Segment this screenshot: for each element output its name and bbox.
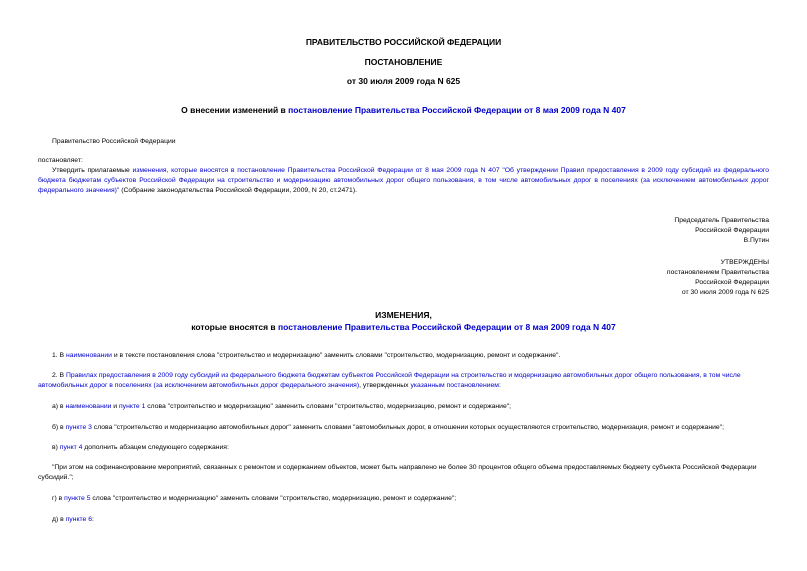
changes-sub-link[interactable]: постановление Правительства Российской Федерации от 8 мая 2009 года N 407: [277, 322, 616, 332]
doc-title: [0, 105, 807, 115]
p2-c: :: [498, 382, 501, 389]
pg-link[interactable]: пункте 5: [64, 495, 91, 502]
title-link[interactable]: постановление Правительства Российской Федерации от 8 мая 2009 года N 407: [288, 105, 626, 115]
pa-a: а) в: [52, 403, 66, 410]
doc-date: от 30 июля 2009 года N 625: [346, 76, 461, 86]
signature-line2: Российской Федерации: [695, 227, 769, 234]
approve-paragraph: [38, 166, 769, 196]
government-heading: ПРАВИТЕЛЬСТВО РОССИЙСКОЙ ФЕДЕРАЦИИ: [305, 37, 502, 47]
p2-link2[interactable]: указанным постановлением: [410, 382, 499, 389]
pa-b: и: [111, 403, 119, 410]
changes-sub-prefix: которые вносятся в: [191, 322, 278, 332]
approve-suffix: (Собрание законодательства Российской Федерации, 2009, N 20, ст.2471).: [119, 187, 357, 194]
approve-link[interactable]: изменения, которые вносятся в постановление Правительства Российской Федерации от 8 мая 2009 года N 407 "Об утверждении Правил предоставления в 2009 году субсидий из федерального бюджета бюджетам субъектов Российской Федерации на строительство и модернизацию автомобильных дорог общего пользования, в том числе автомобильных дорог в поселениях (за исключением автомобильных дорог федерального значения)": [38, 167, 769, 194]
p2-a: 2. В: [52, 372, 66, 379]
pv-link[interactable]: пункт 4: [59, 444, 83, 451]
change-item-2: [38, 371, 769, 391]
quote-paragraph: "При этом на софинансирование мероприятий, связанных с ремонтом и содержанием объектов, может быть направлено не более 30 процентов общего объема предоставляемых бюджету субъекта Российской Федерации субсидий.";: [38, 464, 757, 481]
pb-b: слова "строительство и модернизацию автомобильных дорог" заменить словами "автомобильных дорог, в отношении которых осуществляются строительство, модернизация, ремонт и содержание";: [91, 424, 724, 431]
approved-block: [667, 258, 769, 298]
issuer: Правительство Российской Федерации: [52, 138, 176, 145]
signature-block: [674, 216, 769, 246]
signature-line1: Председатель Правительства: [674, 217, 769, 224]
p2-b: , утвержденных: [359, 382, 411, 389]
p2-link1[interactable]: Правилах предоставления в 2009 году субсидий из федерального бюджета бюджетам субъектов Российской Федерации на строительство и модернизацию автомобильных дорог общего пользования, в том числе автомобильных дорог в поселениях (за исключением автомобильных дорог федерального значения): [38, 372, 741, 389]
approved-line4: от 30 июля 2009 года N 625: [681, 289, 769, 296]
approve-prefix: Утвердить прилагаемые: [52, 167, 133, 174]
pd-a: д) в: [52, 516, 66, 523]
p1-link[interactable]: наименовании: [65, 352, 112, 359]
change-item-v: [52, 443, 769, 453]
approved-line1: УТВЕРЖДЕНЫ: [720, 259, 769, 266]
pb-a: б) в: [52, 424, 66, 431]
p1-a: 1. В: [52, 352, 66, 359]
changes-subheading: [0, 322, 807, 332]
approved-line2: постановлением Правительства: [666, 269, 769, 276]
change-item-b: [52, 423, 769, 433]
pb-link[interactable]: пункте 3: [65, 424, 92, 431]
pa-link2[interactable]: пункте 1: [119, 403, 146, 410]
doc-type-heading: ПОСТАНОВЛЕНИЕ: [364, 57, 443, 67]
resolves: постановляет:: [38, 157, 83, 164]
changes-heading: ИЗМЕНЕНИЯ,: [375, 310, 432, 320]
signature-name: В.Путин: [743, 237, 769, 244]
pa-link1[interactable]: наименовании: [65, 403, 112, 410]
change-item-g: [52, 494, 769, 504]
approved-line3: Российской Федерации: [695, 279, 769, 286]
pa-c: слова "строительство и модернизацию" заменить словами "строительство, модернизацию, ремонт и содержание";: [145, 403, 512, 410]
change-item-a: [52, 402, 769, 412]
pg-b: слова "строительство и модернизацию" заменить словами "строительство, модернизацию, ремонт и содержание";: [90, 495, 457, 502]
pd-b: :: [92, 516, 94, 523]
p1-b: и в тексте постановления слова "строительство и модернизацию" заменить словами "строительство, модернизацию, ремонт и содержание".: [111, 352, 561, 359]
pg-a: г) в: [52, 495, 65, 502]
pv-b: дополнить абзацем следующего содержания:: [82, 444, 229, 451]
title-prefix: О внесении изменений в: [181, 105, 289, 115]
pv-a: в): [52, 444, 60, 451]
change-item-1: [52, 351, 769, 361]
pd-link[interactable]: пункте 6: [65, 516, 92, 523]
change-item-d: [52, 515, 769, 525]
